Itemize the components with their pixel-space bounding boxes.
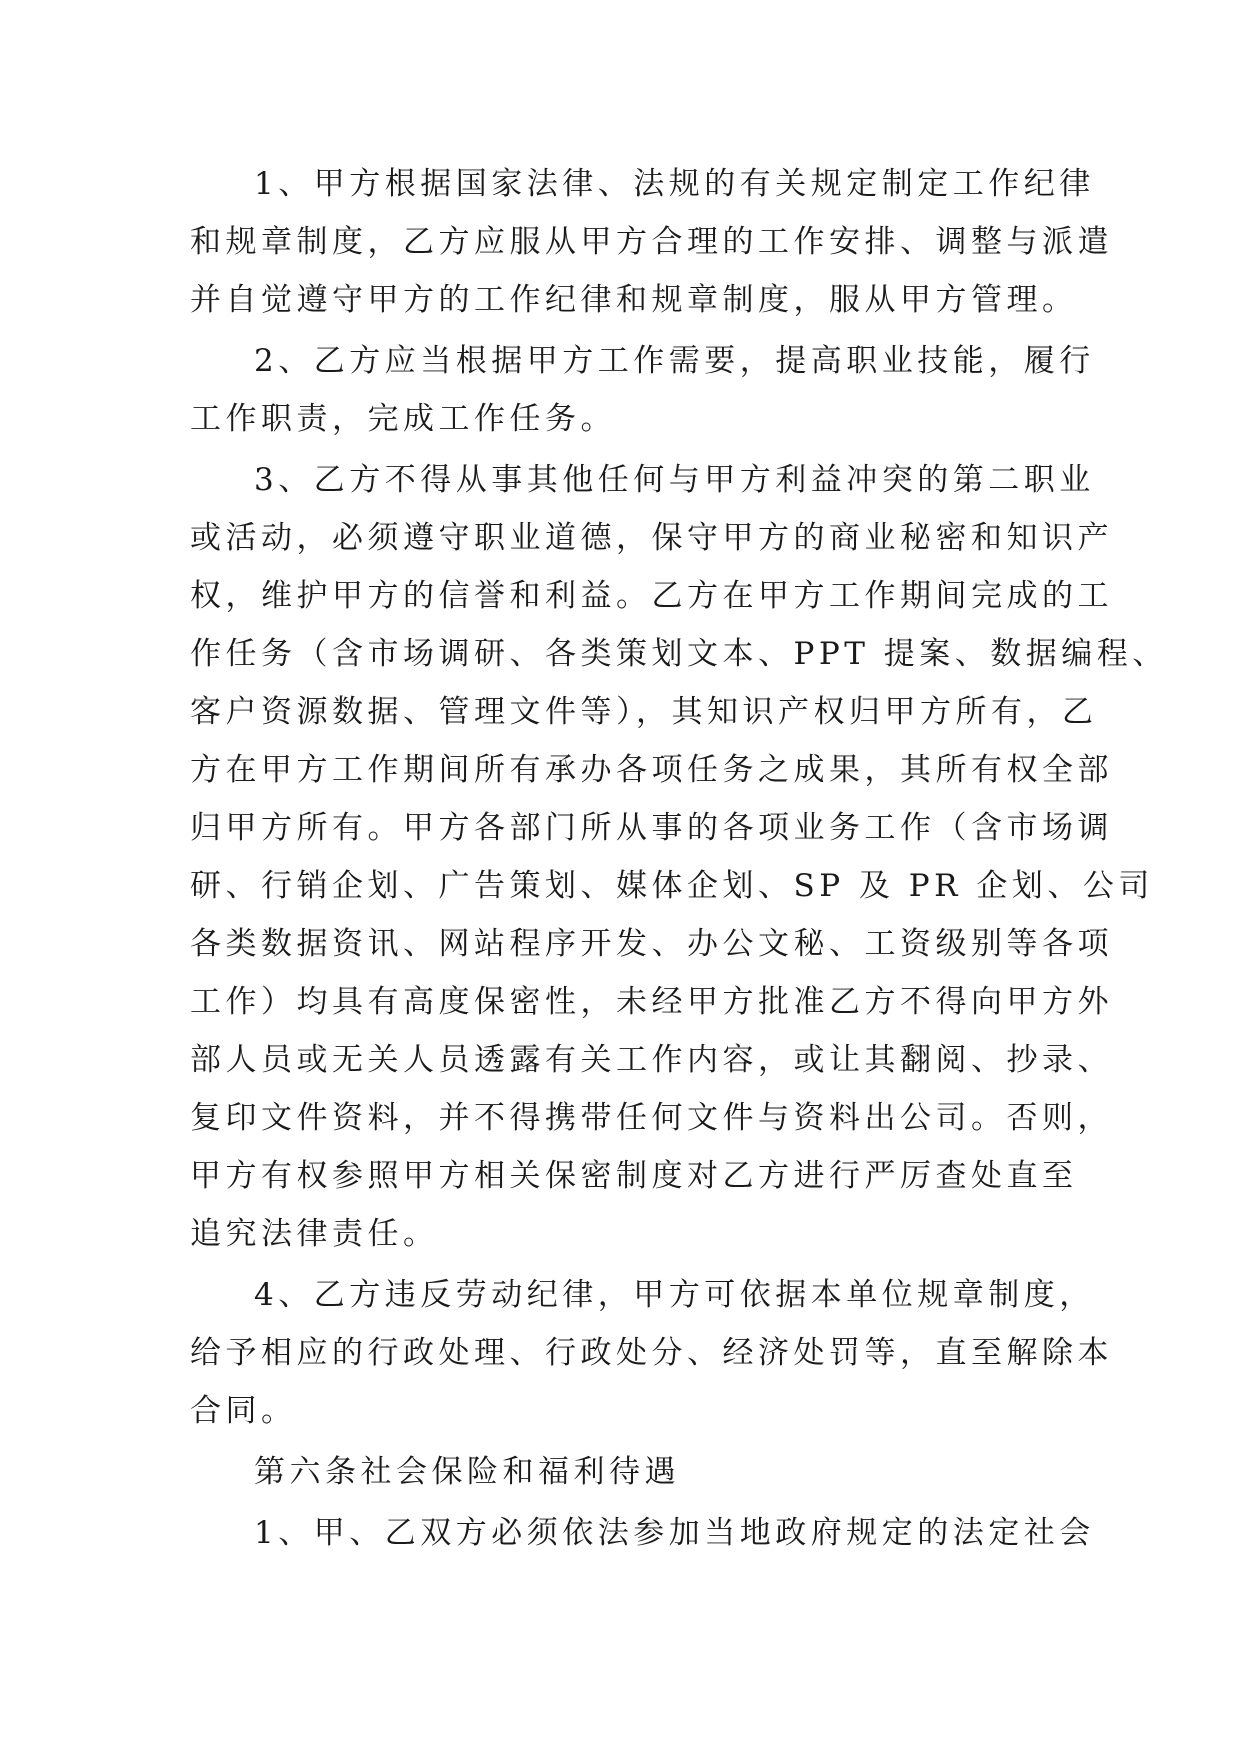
paragraph-line: 复印文件资料，并不得携带任何文件与资料出公司。否则， [190,1100,1113,1136]
paragraph-line: 4、乙方违反劳动纪律，甲方可依据本单位规章制度， [254,1277,1095,1313]
paragraph-line: 部人员或无关人员透露有关工作内容，或让其翻阅、抄录、 [190,1042,1113,1078]
paragraph-line: 或活动，必须遵守职业道德，保守甲方的商业秘密和知识产 [190,520,1113,556]
paragraph-line: 作任务（含市场调研、各类策划文本、PPT 提案、数据编程、 [190,636,1168,672]
paragraph-line: 客户资源数据、管理文件等），其知识产权归甲方所有，乙 [190,694,1098,730]
paragraph-line: 追究法律责任。 [190,1216,439,1252]
paragraph-line: 方在甲方工作期间所有承办各项任务之成果，其所有权全部 [190,752,1113,788]
paragraph-line: 归甲方所有。甲方各部门所从事的各项业务工作（含市场调 [190,810,1113,846]
paragraph-line: 工作职责，完成工作任务。 [190,401,616,437]
paragraph-line: 和规章制度，乙方应服从甲方合理的工作安排、调整与派遣 [190,224,1113,260]
paragraph-line: 1、甲方根据国家法律、法规的有关规定制定工作纪律 [254,166,1095,202]
paragraph-line: 甲方有权参照甲方相关保密制度对乙方进行严厉查处直至 [190,1158,1078,1194]
paragraph-line: 各类数据资讯、网站程序开发、办公文秘、工资级别等各项 [190,926,1113,962]
paragraph-line: 并自觉遵守甲方的工作纪律和规章制度，服从甲方管理。 [190,282,1078,318]
section-heading: 第六条社会保险和福利待遇 [254,1454,680,1490]
paragraph-line: 合同。 [190,1393,297,1429]
paragraph-line: 3、乙方不得从事其他任何与甲方利益冲突的第二职业 [254,462,1095,498]
paragraph-line: 权，维护甲方的信誉和利益。乙方在甲方工作期间完成的工 [190,578,1113,614]
paragraph-line: 工作）均具有高度保密性，未经甲方批准乙方不得向甲方外 [190,984,1113,1020]
paragraph-line: 2、乙方应当根据甲方工作需要，提高职业技能，履行 [254,343,1095,379]
paragraph-line: 给予相应的行政处理、行政处分、经济处罚等，直至解除本 [190,1335,1113,1371]
paragraph-line: 1、甲、乙双方必须依法参加当地政府规定的法定社会 [254,1515,1095,1551]
paragraph-line: 研、行销企划、广告策划、媒体企划、SP 及 PR 企划、公司 [190,868,1154,904]
document-body [190,155,1168,1562]
